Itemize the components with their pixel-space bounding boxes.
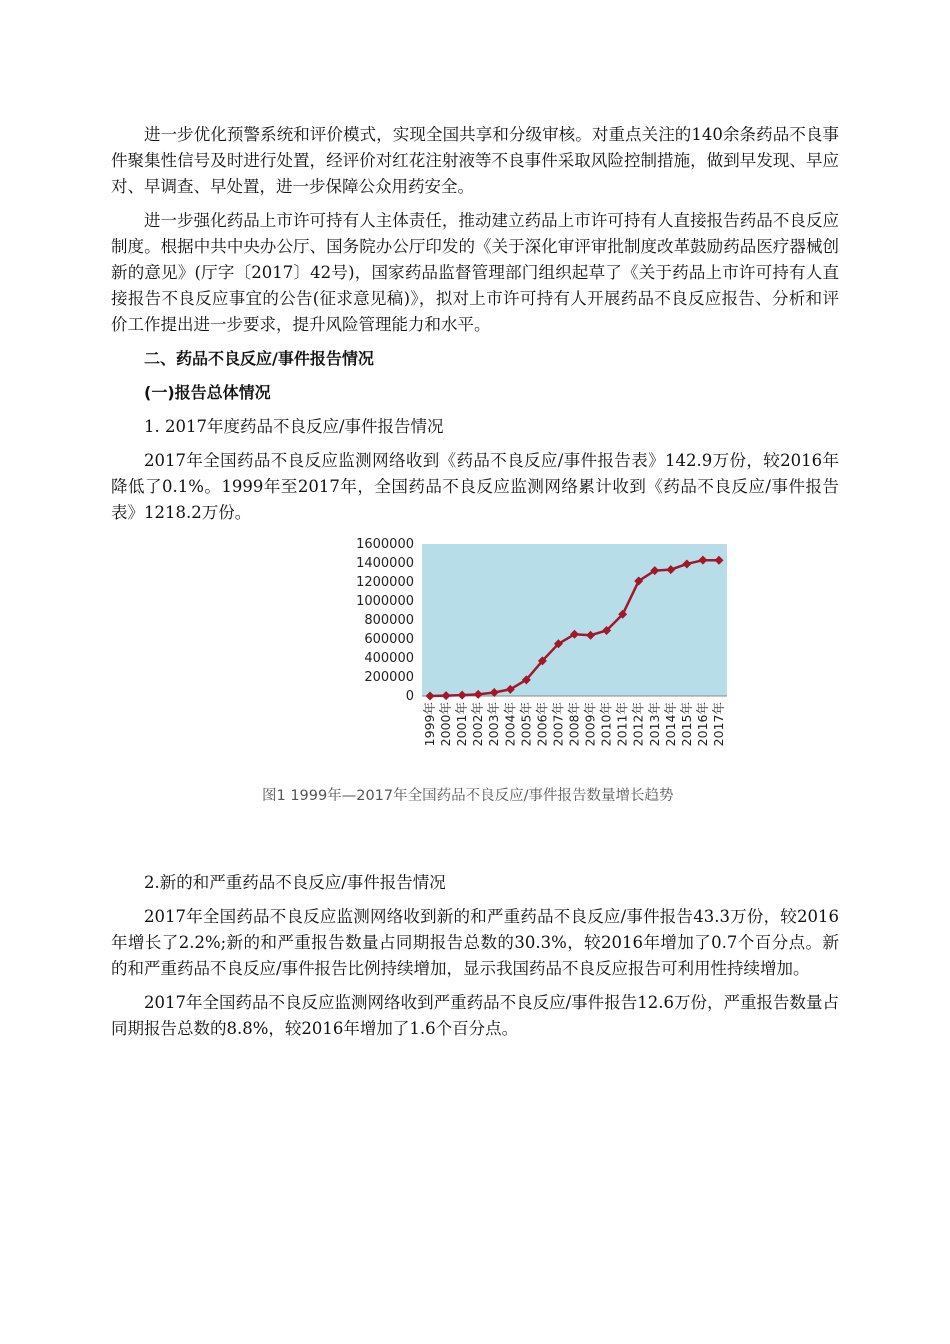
x-tick-label: 2011年 <box>614 702 630 747</box>
y-tick-label: 400000 <box>364 651 414 666</box>
x-tick-label: 2005年 <box>518 702 534 747</box>
paragraph: 进一步强化药品上市许可持有人主体责任，推动建立药品上市许可持有人直接报告药品不良反应制度。根据中共中央办公厅、国务院办公厅印发的《关于深化审评审批制度改革鼓励药品医疗器械创新的意见》(厅字〔2017〕42号)，国家药品监督管理部门组织起草了《关于药品上市许可持有人直接报告不良反应事宜的公告(征求意见稿)》，拟对上市许可持有人开展药品不良反应报告、分析和评价工作提出进一步要求，提升风险管理能力和水平。 <box>111 211 839 334</box>
paragraph: 进一步优化预警系统和评价模式，实现全国共享和分级审核。对重点关注的140余条药品不良事件聚集性信号及时进行处置，经评价对红花注射液等不良事件采取风险控制措施，做到早发现、早应对、早调查、早处置，进一步保障公众用药安全。 <box>111 125 839 196</box>
item-heading: 2.新的和严重药品不良反应/事件报告情况 <box>144 873 446 892</box>
item-heading: 1. 2017年度药品不良反应/事件报告情况 <box>144 417 444 436</box>
subsection-heading: (一)报告总体情况 <box>144 383 271 402</box>
x-tick-label: 2000年 <box>438 702 454 747</box>
x-tick-label: 2001年 <box>454 702 470 747</box>
figure <box>111 534 839 834</box>
x-tick-label: 2012年 <box>630 702 646 747</box>
x-tick-label: 2008年 <box>566 702 582 747</box>
section-heading: 二、药品不良反应/事件报告情况 <box>144 349 374 368</box>
line-chart <box>232 534 732 774</box>
x-tick-label: 2013年 <box>646 702 662 747</box>
y-tick-label: 1600000 <box>356 537 414 552</box>
document-page <box>111 122 839 1050</box>
x-tick-label: 2014年 <box>662 702 678 747</box>
x-tick-label: 2016年 <box>694 702 710 747</box>
y-tick-label: 1000000 <box>356 594 414 609</box>
x-tick-label: 2010年 <box>598 702 614 747</box>
x-tick-label: 2004年 <box>502 702 518 747</box>
x-tick-label: 2006年 <box>534 702 550 747</box>
x-tick-label: 1999年 <box>422 702 438 747</box>
paragraph: 2017年全国药品不良反应监测网络收到新的和严重药品不良反应/事件报告43.3万份，较2016年增长了2.2%;新的和严重报告数量占同期报告总数的30.3%，较2016年增加了0.7个百分点。新的和严重药品不良反应/事件报告比例持续增加，显示我国药品不良反应报告可利用性持续增加。 <box>111 907 839 978</box>
y-tick-label: 800000 <box>364 613 414 628</box>
y-tick-label: 1200000 <box>356 575 414 590</box>
x-tick-label: 2003年 <box>486 702 502 747</box>
x-tick-label: 2015年 <box>678 702 694 747</box>
y-tick-label: 600000 <box>364 632 414 647</box>
figure-caption: 图1 1999年—2017年全国药品不良反应/事件报告数量增长趋势 <box>262 788 674 804</box>
paragraph: 2017年全国药品不良反应监测网络收到《药品不良反应/事件报告表》142.9万份，较2016年降低了0.1%。1999年至2017年，全国药品不良反应监测网络累计收到《药品不良反应/事件报告表》1218.2万份。 <box>111 451 839 522</box>
y-tick-label: 0 <box>405 689 414 704</box>
y-tick-label: 1400000 <box>356 556 414 571</box>
x-tick-label: 2017年 <box>710 702 726 747</box>
paragraph: 2017年全国药品不良反应监测网络收到严重药品不良反应/事件报告12.6万份，严重报告数量占同期报告总数的8.8%，较2016年增加了1.6个百分点。 <box>111 993 839 1038</box>
x-tick-label: 2007年 <box>550 702 566 747</box>
y-tick-label: 200000 <box>364 670 414 685</box>
x-tick-label: 2002年 <box>470 702 486 747</box>
x-tick-label: 2009年 <box>582 702 598 747</box>
